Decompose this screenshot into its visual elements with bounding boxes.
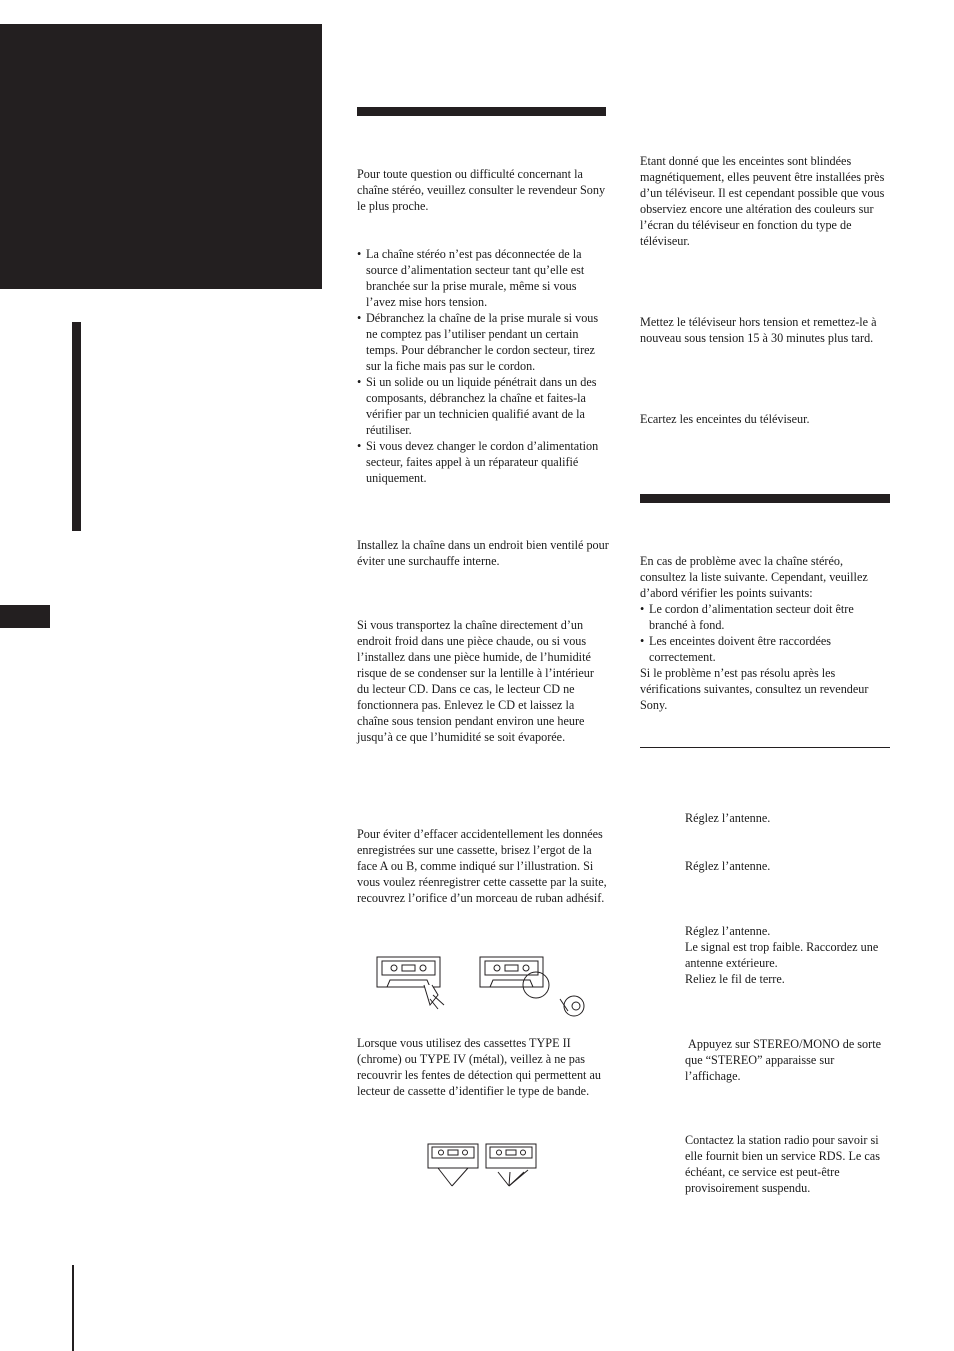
- cassette-type2: [428, 1144, 478, 1186]
- installation-paragraph: Installez la chaîne dans un endroit bien ventilé pour éviter une surchauffe interne.: [357, 538, 609, 568]
- cassette-detection-slots-illustration: [426, 1142, 566, 1192]
- erase-protection-paragraph: Pour éviter d’effacer accidentellement les données enregistrées sur une cassette, brisez l’ergot de la face A ou B, comme indiqué sur l’illustration. Si vous voulez réenregistrer cette cassette par la suite, recouvrez l’orifice d’un morceau de ruban adhésif.: [357, 827, 607, 905]
- cassette-type4: [486, 1144, 536, 1186]
- left-heading-rule: [357, 107, 606, 116]
- list-item: • Si vous devez changer le cordon d’alimentation secteur, faites appel à un réparateur qualifié uniquement.: [357, 438, 609, 486]
- section-vertical-bar: [72, 322, 81, 531]
- list-item: • Les enceintes doivent être raccordées correctement.: [640, 633, 892, 665]
- remedy-2: Réglez l’antenne.: [685, 859, 771, 873]
- list-item: • La chaîne stéréo n’est pas déconnectée de la source d’alimentation secteur tant qu’elle est branchée sur la prise murale, même si vous l’avez mise hors tension.: [357, 246, 609, 310]
- problem-intro-paragraph: En cas de problème avec la chaîne stéréo, consultez la liste suivante. Cependant, veuillez d’abord vérifier les points suivants:: [640, 554, 868, 600]
- cassette-right: [480, 957, 584, 1016]
- remedy-4: Appuyez sur STEREO/MONO de sorte que “STEREO” apparaisse sur l’affichage.: [685, 1037, 885, 1083]
- safety-list: [357, 246, 609, 486]
- unresolved-paragraph: Si le problème n’est pas résolu après les vérifications suivantes, consultez un revendeur Sony.: [640, 666, 869, 712]
- right-heading-rule: [640, 494, 890, 503]
- move-speakers-paragraph: Ecartez les enceintes du téléviseur.: [640, 412, 810, 426]
- contact-paragraph: Pour toute question ou difficulté concernant la chaîne stéréo, veuillez consulter le revendeur Sony le plus proche.: [357, 167, 606, 213]
- right-thin-rule: [640, 747, 890, 748]
- tape-type-paragraph: Lorsque vous utilisez des cassettes TYPE II (chrome) ou TYPE IV (métal), veillez à ne pas recouvrir les fentes de détection qui permettent au lecteur de cassette d’identifier le type de bande.: [357, 1036, 601, 1098]
- check-list: [640, 601, 892, 665]
- condensation-paragraph: Si vous transportez la chaîne directement d’un endroit froid dans une pièce chaude, ou si vous l’installez dans une pièce humide, de l’humidité risque de se condenser sur la lentille à l’intérieur du lecteur CD. Dans ce cas, le lecteur CD ne fonctionnera pas. Enlevez le CD et laissez la chaîne sous tension pendant environ une heure jusqu’à ce que l’humidité se soit évaporée.: [357, 618, 594, 744]
- remedy-3-line: Réglez l’antenne.: [685, 924, 771, 938]
- speakers-paragraph: Etant donné que les enceintes sont blindées magnétiquement, elles peuvent être installées près d’un téléviseur. Il est cependant possible que vous observiez encore une altération des couleurs sur l’écran du téléviseur en fonction du type de téléviseur.: [640, 154, 885, 248]
- remedy-3: [685, 923, 892, 987]
- cassette-left: [377, 957, 444, 1009]
- list-item: • Le cordon d’alimentation secteur doit être branché à fond.: [640, 601, 892, 633]
- bottom-margin-line: [72, 1265, 74, 1351]
- list-item: • Si un solide ou un liquide pénétrait dans un des composants, débranchez la chaîne et faites-la vérifier par un technicien qualifié avant de la réutiliser.: [357, 374, 609, 438]
- tv-off-paragraph: Mettez le téléviseur hors tension et remettez-le à nouveau sous tension 15 à 30 minutes plus tard.: [640, 315, 877, 345]
- list-item: • Débranchez la chaîne de la prise murale si vous ne comptez pas l’utiliser pendant un certain temps. Pour débrancher le cordon secteur, tirez sur la fiche mais pas sur le cordon.: [357, 310, 609, 374]
- header-black-block: [0, 24, 322, 289]
- cassette-tab-illustration: [372, 955, 612, 1021]
- remedy-5: Contactez la station radio pour savoir si elle fournit bien un service RDS. Le cas échéant, ce service est peut-être provisoirement suspendu.: [685, 1133, 880, 1195]
- remedy-3-line: Reliez le fil de terre.: [685, 972, 785, 986]
- remedy-1: Réglez l’antenne.: [685, 811, 771, 825]
- page-tab-marker: [0, 605, 50, 628]
- remedy-3-line: Le signal est trop faible. Raccordez une antenne extérieure.: [685, 940, 879, 970]
